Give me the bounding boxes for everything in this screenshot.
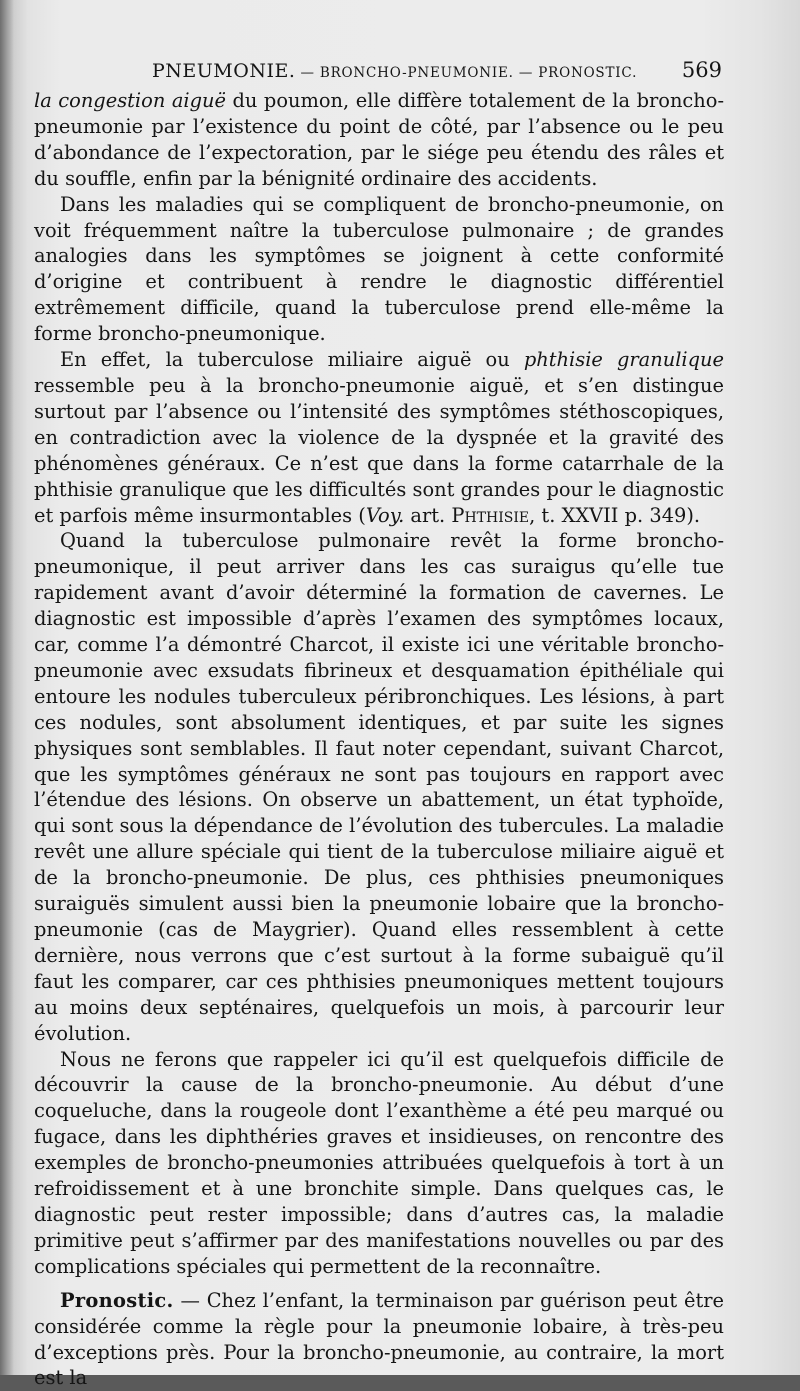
- paragraph-text: Dans les maladies qui se compliquent de broncho-pneumonie, on voit fréquemment naître la tuberculose pulmonaire ; de grandes analogies dans les symptômes se joignent à cette conformité d’origine et contribuent à rendre le diagnostic différentiel extrêmement difficile, quand la tuberculose prend elle-même la forme broncho-pneumonique.: [34, 192, 724, 346]
- paragraph-phthisie-granulique: [34, 347, 724, 528]
- running-head-main: PNEUMONIE.: [152, 60, 296, 82]
- running-head-subtitle: — BRONCHO-PNEUMONIE. — PRONOSTIC.: [295, 65, 638, 81]
- body-text: [34, 88, 724, 1391]
- reference-voy: Voy.: [365, 503, 405, 527]
- reference-article: Phthisie: [451, 503, 530, 527]
- paragraph-text: En effet, la tuberculose miliaire aiguë ou: [60, 348, 524, 372]
- paragraph-text: Nous ne ferons que rappeler ici qu’il est quelquefois difficile de découvrir la cause de la broncho-pneumonie. Au début d’une coqueluche, dans la rougeole dont l’exanthème a été peu marqué ou fugace, dans les diphthéries graves et insidieuses, on rencontre des exemples de broncho-pneumonies attribuées quelquefois à tort à un refroidissement et à une bronchite simple. Dans quelques cas, le diagnostic peut rester impossible; dans d’autres cas, la maladie primitive peut s’affirmer par des manifestations nouvelles ou par des complications spéciales qui permettent de la reconnaître.: [34, 1047, 724, 1278]
- paragraph-pronostic: [34, 1288, 724, 1391]
- italic-term: phthisie granulique: [523, 348, 724, 372]
- reference-volume: , t. XXVII p. 349).: [529, 503, 701, 527]
- paragraph-cause: [34, 1047, 724, 1280]
- running-head: [34, 56, 722, 90]
- italic-term: la congestion aiguë: [34, 89, 226, 112]
- paragraph-congestion: [34, 88, 724, 192]
- paragraph-text: ressemble peu à la broncho-pneumonie aiguë, et s’en distingue surtout par l’absence ou l’intensité des symptômes stéthoscopiques, en contradiction avec la violence de la dyspnée et la gravité des phénomènes généraux. Ce n’est que dans la forme catarrhale de la phthisie granulique que les difficultés sont grandes pour le diagnostic et parfois même insurmontables (: [34, 373, 724, 527]
- page-number: 569: [681, 58, 722, 82]
- reference-text: art.: [404, 503, 452, 527]
- running-head-title: [152, 60, 637, 82]
- paragraph-text: du poumon, elle diffère totalement de la broncho-pneumonie par l’existence du point de côté, par l’absence ou le peu d’abondance de l’expectoration, par le siége peu étendu des râles et du souffle, enfin par la bénignité ordinaire des accidents.: [34, 89, 725, 190]
- paragraph-text: — Chez l’enfant, la terminaison par guérison peut être considérée comme la règle pour la pneumonie lobaire, à très-peu d’exceptions près. Pour la broncho-pneumonie, au contraire, la mort est la: [34, 1288, 724, 1390]
- paragraph-tuberculose: [34, 192, 724, 347]
- paragraph-text: Quand la tuberculose pulmonaire revêt la forme broncho-pneumonique, il peut arriver dans les cas suraigus qu’elle tue rapidement avant d’avoir déterminé la formation de cavernes. Le diagnostic est impossible d’après l’examen des symptômes locaux, car, comme l’a démontré Charcot, il existe ici une véritable broncho-pneumonie avec exsudats fibrineux et desquamation épithéliale qui entoure les nodules tuberculeux péribronchiques. Les lésions, à part ces nodules, sont absolument identiques, et par suite les signes physiques sont semblables. Il faut noter cependant, suivant Charcot, que les symptômes généraux ne sont pas toujours en rapport avec l’étendue des lésions. On observe un abattement, un état typhoïde, qui sont sous la dépendance de l’évolution des tubercules. La maladie revêt une allure spéciale qui tient de la tuberculose miliaire aiguë et de la broncho-pneumonie. De plus, ces phthisies pneumoniques suraiguës simulent aussi bien la pneumonie lobaire que la broncho-pneumonie (cas de Maygrier). Quand elles ressemblent à cette dernière, nous verrons que c’est surtout à la forme subaiguë qu’il faut les comparer, car ces phthisies pneumoniques mettent toujours au moins deux septénaires, quelquefois un mois, à parcourir leur évolution.: [34, 529, 724, 1045]
- section-heading-pronostic: Pronostic.: [60, 1288, 174, 1312]
- paragraph-charcot: [34, 528, 724, 1046]
- book-spine-shadow: [0, 0, 14, 1375]
